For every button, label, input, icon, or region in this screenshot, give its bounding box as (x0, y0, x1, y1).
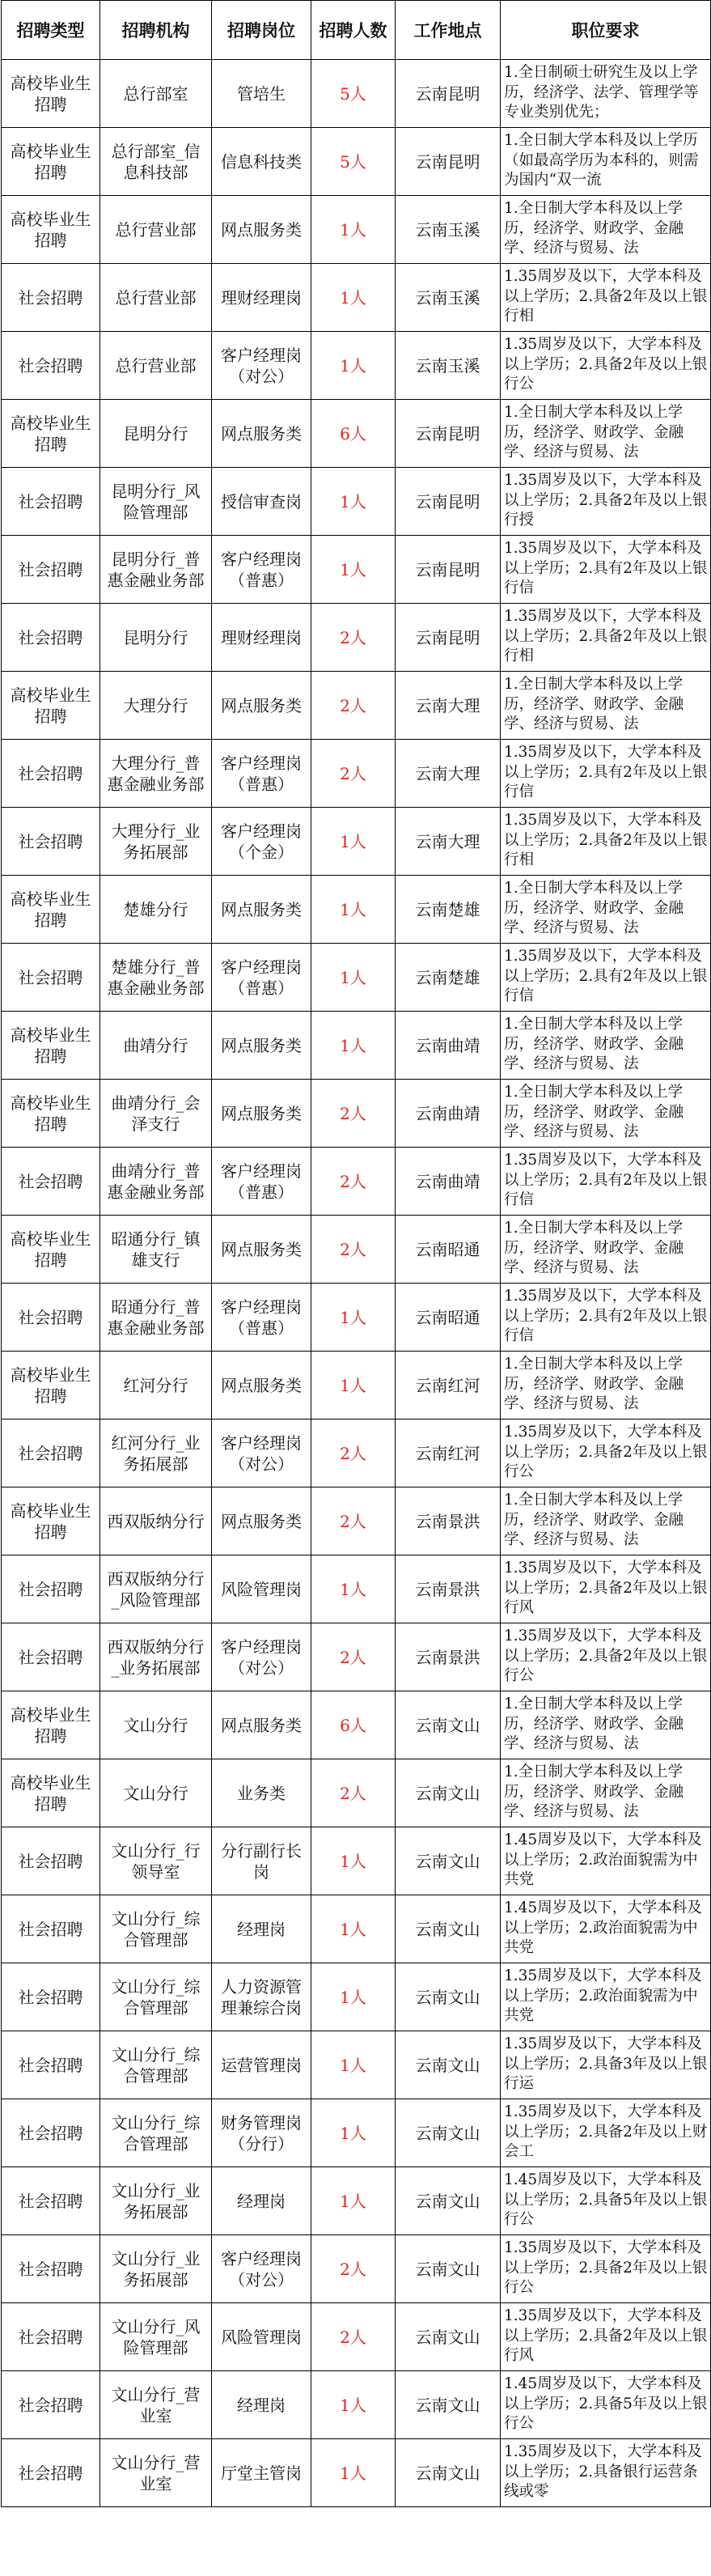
cell-recruit-org: 文山分行_风险管理部 (100, 2303, 212, 2371)
job-requirements-text: 1.全日制大学本科及以上学历，经济学、财政学、金融学、经济与贸易、法 (504, 676, 684, 732)
table-row (2, 2439, 711, 2507)
cell-recruit-post: 网点服务类 (212, 1012, 311, 1080)
cell-recruit-type: 社会招聘 (2, 1827, 100, 1895)
cell-recruit-post: 厅堂主管岗 (212, 2439, 311, 2507)
cell-recruit-count: 1人 (311, 876, 396, 944)
cell-recruit-type: 社会招聘 (2, 1555, 100, 1623)
cell-work-location: 云南昆明 (396, 468, 501, 536)
cell-recruit-type: 高校毕业生招聘 (2, 60, 100, 128)
cell-recruit-post: 理财经理岗 (212, 604, 311, 672)
cell-recruit-type: 社会招聘 (2, 1420, 100, 1487)
cell-work-location: 云南红河 (396, 1352, 501, 1420)
cell-recruit-type: 高校毕业生招聘 (2, 400, 100, 468)
cell-recruit-type: 高校毕业生招聘 (2, 128, 100, 196)
table-row (2, 400, 711, 468)
cell-job-requirements (501, 1487, 711, 1555)
cell-work-location: 云南文山 (396, 2031, 501, 2099)
table-row (2, 128, 711, 196)
cell-job-requirements (501, 1216, 711, 1284)
cell-job-requirements (501, 1080, 711, 1148)
job-requirements-text: 1.35周岁及以下，大学本科及以上学历；2.具备2年及以上银行公 (504, 1628, 708, 1684)
cell-recruit-count: 6人 (311, 400, 396, 468)
cell-recruit-type: 高校毕业生招聘 (2, 196, 100, 264)
cell-recruit-type: 社会招聘 (2, 2031, 100, 2099)
cell-recruit-org: 总行营业部 (100, 332, 212, 400)
cell-work-location: 云南景洪 (396, 1555, 501, 1623)
table-row (2, 536, 711, 604)
cell-recruit-post: 网点服务类 (212, 196, 311, 264)
header-job-requirements: 职位要求 (501, 1, 711, 60)
cell-recruit-type: 高校毕业生招聘 (2, 1080, 100, 1148)
job-requirements-text: 1.35周岁及以下，大学本科及以上学历；2.具备3年及以上银行运 (504, 2035, 708, 2092)
cell-job-requirements (501, 1148, 711, 1216)
cell-recruit-org: 昭通分行_镇雄支行 (100, 1216, 212, 1284)
table-row (2, 1148, 711, 1216)
job-requirements-text: 1.全日制硕士研究生及以上学历，经济学、法学、管理学等专业类别优先； (504, 64, 699, 121)
job-requirements-text: 1.35周岁及以下，大学本科及以上学历；2.具备2年及以上银行相 (504, 812, 708, 868)
cell-recruit-post: 风险管理岗 (212, 1555, 311, 1623)
cell-recruit-type: 高校毕业生招聘 (2, 672, 100, 740)
cell-job-requirements (501, 2031, 711, 2099)
cell-recruit-org: 红河分行 (100, 1352, 212, 1420)
cell-recruit-post: 网点服务类 (212, 1487, 311, 1555)
cell-job-requirements (501, 1352, 711, 1420)
cell-recruit-org: 曲靖分行_普惠金融业务部 (100, 1148, 212, 1216)
table-row (2, 196, 711, 264)
job-requirements-text: 1.35周岁及以下，大学本科及以上学历；2.具有2年及以上银行信 (504, 1152, 708, 1208)
table-row (2, 1623, 711, 1691)
cell-recruit-post: 经理岗 (212, 2371, 311, 2439)
cell-recruit-post: 客户经理岗（对公） (212, 1420, 311, 1487)
cell-job-requirements (501, 468, 711, 536)
table-row (2, 808, 711, 876)
cell-work-location: 云南文山 (396, 2099, 501, 2167)
cell-recruit-post: 客户经理岗（普惠） (212, 1284, 311, 1352)
cell-recruit-post: 授信审查岗 (212, 468, 311, 536)
table-row (2, 1487, 711, 1555)
cell-recruit-type: 社会招聘 (2, 604, 100, 672)
job-requirements-text: 1.35周岁及以下，大学本科及以上学历；2.具有2年及以上银行信 (504, 540, 708, 596)
cell-recruit-type: 高校毕业生招聘 (2, 1487, 100, 1555)
cell-work-location: 云南文山 (396, 2167, 501, 2235)
cell-recruit-post: 客户经理岗（普惠） (212, 536, 311, 604)
job-requirements-text: 1.全日制大学本科及以上学历，经济学、财政学、金融学、经济与贸易、法 (504, 1084, 684, 1140)
table-row (2, 264, 711, 332)
cell-recruit-count: 1人 (311, 264, 396, 332)
cell-recruit-type: 高校毕业生招聘 (2, 876, 100, 944)
cell-recruit-count: 2人 (311, 740, 396, 808)
cell-recruit-type: 高校毕业生招聘 (2, 1352, 100, 1420)
cell-recruit-type: 社会招聘 (2, 2235, 100, 2303)
cell-recruit-org: 总行营业部 (100, 196, 212, 264)
cell-work-location: 云南曲靖 (396, 1012, 501, 1080)
table-row (2, 2371, 711, 2439)
cell-recruit-org: 文山分行_营业室 (100, 2371, 212, 2439)
cell-recruit-type: 社会招聘 (2, 1284, 100, 1352)
cell-recruit-count: 1人 (311, 1352, 396, 1420)
cell-work-location: 云南文山 (396, 2371, 501, 2439)
cell-recruit-count: 2人 (311, 2235, 396, 2303)
table-row (2, 2303, 711, 2371)
recruitment-table (1, 0, 711, 2507)
cell-recruit-post: 网点服务类 (212, 1216, 311, 1284)
table-row (2, 740, 711, 808)
table-header-row (2, 1, 711, 60)
cell-work-location: 云南昆明 (396, 400, 501, 468)
cell-recruit-type: 社会招聘 (2, 1895, 100, 1963)
cell-recruit-type: 社会招聘 (2, 740, 100, 808)
cell-job-requirements (501, 2303, 711, 2371)
cell-recruit-post: 客户经理岗（普惠） (212, 740, 311, 808)
cell-recruit-org: 昆明分行 (100, 400, 212, 468)
cell-recruit-post: 客户经理岗（个金） (212, 808, 311, 876)
job-requirements-text: 1.全日制大学本科及以上学历（如最高学历为本科的，则需为国内“双一流 (504, 132, 699, 189)
cell-recruit-org: 曲靖分行 (100, 1012, 212, 1080)
cell-job-requirements (501, 604, 711, 672)
table-row (2, 468, 711, 536)
cell-recruit-count: 5人 (311, 128, 396, 196)
cell-recruit-count: 1人 (311, 2031, 396, 2099)
cell-recruit-count: 5人 (311, 60, 396, 128)
cell-recruit-count: 1人 (311, 1555, 396, 1623)
cell-job-requirements (501, 2099, 711, 2167)
cell-recruit-org: 昆明分行_普惠金融业务部 (100, 536, 212, 604)
cell-job-requirements (501, 2167, 711, 2235)
table-row (2, 1759, 711, 1827)
table-row (2, 1963, 711, 2031)
cell-recruit-count: 2人 (311, 2303, 396, 2371)
cell-recruit-count: 6人 (311, 1691, 396, 1759)
cell-work-location: 云南景洪 (396, 1623, 501, 1691)
cell-job-requirements (501, 264, 711, 332)
cell-recruit-count: 1人 (311, 2099, 396, 2167)
table-row (2, 1216, 711, 1284)
cell-recruit-type: 社会招聘 (2, 2167, 100, 2235)
cell-recruit-org: 西双版纳分行_风险管理部 (100, 1555, 212, 1623)
table-row (2, 604, 711, 672)
cell-work-location: 云南昆明 (396, 604, 501, 672)
cell-recruit-post: 运营管理岗 (212, 2031, 311, 2099)
cell-recruit-post: 客户经理岗（普惠） (212, 1148, 311, 1216)
cell-recruit-type: 社会招聘 (2, 2439, 100, 2507)
cell-recruit-type: 社会招聘 (2, 1148, 100, 1216)
cell-work-location: 云南大理 (396, 808, 501, 876)
job-requirements-text: 1.35周岁及以下，大学本科及以上学历；2.具有2年及以上银行信 (504, 1288, 708, 1344)
job-requirements-text: 1.35周岁及以下，大学本科及以上学历；2.具有2年及以上银行信 (504, 948, 708, 1004)
cell-job-requirements (501, 332, 711, 400)
cell-recruit-org: 文山分行_综合管理部 (100, 1895, 212, 1963)
cell-recruit-post: 网点服务类 (212, 876, 311, 944)
job-requirements-text: 1.35周岁及以下，大学本科及以上学历；2.具备2年及以上银行风 (504, 2307, 708, 2364)
cell-recruit-org: 曲靖分行_会泽支行 (100, 1080, 212, 1148)
cell-recruit-post: 分行副行长岗 (212, 1827, 311, 1895)
cell-recruit-org: 楚雄分行 (100, 876, 212, 944)
job-requirements-text: 1.35周岁及以下，大学本科及以上学历；2.具备2年及以上银行风 (504, 1560, 708, 1616)
job-requirements-text: 1.35周岁及以下，大学本科及以上学历；2.具备2年及以上银行公 (504, 336, 708, 393)
cell-recruit-org: 楚雄分行_普惠金融业务部 (100, 944, 212, 1012)
cell-job-requirements (501, 1012, 711, 1080)
table-row (2, 2235, 711, 2303)
cell-recruit-post: 客户经理岗（对公） (212, 332, 311, 400)
cell-recruit-org: 西双版纳分行_业务拓展部 (100, 1623, 212, 1691)
cell-work-location: 云南玉溪 (396, 196, 501, 264)
cell-recruit-post: 网点服务类 (212, 672, 311, 740)
job-requirements-text: 1.35周岁及以下，大学本科及以上学历；2.具备2年及以上银行相 (504, 608, 708, 664)
table-row (2, 876, 711, 944)
cell-recruit-post: 经理岗 (212, 1895, 311, 1963)
job-requirements-text: 1.全日制大学本科及以上学历，经济学、财政学、金融学、经济与贸易、法 (504, 200, 684, 257)
cell-recruit-type: 社会招聘 (2, 2099, 100, 2167)
cell-recruit-count: 1人 (311, 1827, 396, 1895)
cell-job-requirements (501, 1623, 711, 1691)
cell-recruit-count: 2人 (311, 1420, 396, 1487)
cell-recruit-count: 2人 (311, 1216, 396, 1284)
cell-job-requirements (501, 1895, 711, 1963)
cell-work-location: 云南昭通 (396, 1216, 501, 1284)
cell-work-location: 云南文山 (396, 2439, 501, 2507)
job-requirements-text: 1.35周岁及以下，大学本科及以上学历；2.具备2年及以上财会工 (504, 2103, 708, 2160)
cell-recruit-post: 网点服务类 (212, 1352, 311, 1420)
cell-recruit-org: 文山分行 (100, 1759, 212, 1827)
cell-job-requirements (501, 1759, 711, 1827)
cell-recruit-type: 社会招聘 (2, 808, 100, 876)
cell-recruit-org: 西双版纳分行 (100, 1487, 212, 1555)
cell-recruit-post: 经理岗 (212, 2167, 311, 2235)
cell-recruit-count: 2人 (311, 1623, 396, 1691)
cell-work-location: 云南曲靖 (396, 1148, 501, 1216)
cell-job-requirements (501, 944, 711, 1012)
cell-recruit-org: 文山分行_业务拓展部 (100, 2235, 212, 2303)
cell-job-requirements (501, 1284, 711, 1352)
cell-work-location: 云南文山 (396, 1895, 501, 1963)
cell-recruit-count: 2人 (311, 1080, 396, 1148)
job-requirements-text: 1.全日制大学本科及以上学历，经济学、财政学、金融学、经济与贸易、法 (504, 1356, 684, 1412)
cell-recruit-org: 总行部室 (100, 60, 212, 128)
header-recruit-count: 招聘人数 (311, 1, 396, 60)
cell-recruit-type: 社会招聘 (2, 1963, 100, 2031)
cell-work-location: 云南大理 (396, 740, 501, 808)
header-recruit-type: 招聘类型 (2, 1, 100, 60)
table-row (2, 1352, 711, 1420)
cell-recruit-post: 财务管理岗（分行） (212, 2099, 311, 2167)
cell-recruit-org: 总行部室_信息科技部 (100, 128, 212, 196)
cell-recruit-org: 文山分行_营业室 (100, 2439, 212, 2507)
cell-job-requirements (501, 2235, 711, 2303)
table-row (2, 1080, 711, 1148)
table-row (2, 60, 711, 128)
cell-recruit-org: 红河分行_业务拓展部 (100, 1420, 212, 1487)
job-requirements-text: 1.35周岁及以下，大学本科及以上学历；2.具备2年及以上银行公 (504, 1424, 708, 1480)
cell-job-requirements (501, 2439, 711, 2507)
job-requirements-text: 1.35周岁及以下，大学本科及以上学历；2.具备银行运营条线或零 (504, 2443, 702, 2500)
cell-work-location: 云南昭通 (396, 1284, 501, 1352)
cell-job-requirements (501, 1827, 711, 1895)
cell-recruit-type: 高校毕业生招聘 (2, 1691, 100, 1759)
table-row (2, 944, 711, 1012)
cell-recruit-count: 1人 (311, 332, 396, 400)
cell-recruit-type: 社会招聘 (2, 2303, 100, 2371)
cell-work-location: 云南昆明 (396, 536, 501, 604)
cell-recruit-org: 大理分行_业务拓展部 (100, 808, 212, 876)
cell-recruit-post: 客户经理岗（对公） (212, 1623, 311, 1691)
cell-recruit-post: 网点服务类 (212, 1080, 311, 1148)
table-row (2, 1012, 711, 1080)
cell-recruit-type: 社会招聘 (2, 332, 100, 400)
cell-recruit-count: 2人 (311, 1759, 396, 1827)
cell-job-requirements (501, 400, 711, 468)
cell-recruit-org: 文山分行_综合管理部 (100, 2099, 212, 2167)
cell-recruit-count: 1人 (311, 536, 396, 604)
header-work-location: 工作地点 (396, 1, 501, 60)
cell-recruit-post: 客户经理岗（对公） (212, 2235, 311, 2303)
cell-job-requirements (501, 128, 711, 196)
job-requirements-text: 1.45周岁及以下，大学本科及以上学历；2.具备5年及以上银行公 (504, 2375, 708, 2432)
job-requirements-text: 1.45周岁及以下，大学本科及以上学历；2.政治面貌需为中共党 (504, 1899, 702, 1956)
cell-recruit-count: 2人 (311, 1487, 396, 1555)
job-requirements-text: 1.35周岁及以下，大学本科及以上学历；2.政治面貌需为中共党 (504, 1967, 702, 2024)
cell-recruit-count: 1人 (311, 2371, 396, 2439)
table-row (2, 1827, 711, 1895)
cell-recruit-count: 1人 (311, 468, 396, 536)
cell-work-location: 云南楚雄 (396, 944, 501, 1012)
cell-work-location: 云南文山 (396, 2235, 501, 2303)
cell-recruit-post: 网点服务类 (212, 1691, 311, 1759)
table-row (2, 2031, 711, 2099)
cell-recruit-count: 1人 (311, 1895, 396, 1963)
job-requirements-text: 1.全日制大学本科及以上学历，经济学、财政学、金融学、经济与贸易、法 (504, 1016, 684, 1072)
job-requirements-text: 1.全日制大学本科及以上学历，经济学、财政学、金融学、经济与贸易、法 (504, 1763, 684, 1820)
cell-work-location: 云南文山 (396, 1827, 501, 1895)
cell-job-requirements (501, 2371, 711, 2439)
cell-recruit-post: 理财经理岗 (212, 264, 311, 332)
header-recruit-post: 招聘岗位 (212, 1, 311, 60)
table-row (2, 1895, 711, 1963)
cell-recruit-type: 社会招聘 (2, 264, 100, 332)
cell-recruit-count: 1人 (311, 196, 396, 264)
cell-work-location: 云南玉溪 (396, 264, 501, 332)
cell-recruit-post: 客户经理岗（普惠） (212, 944, 311, 1012)
cell-recruit-org: 文山分行_综合管理部 (100, 2031, 212, 2099)
cell-work-location: 云南曲靖 (396, 1080, 501, 1148)
cell-recruit-type: 高校毕业生招聘 (2, 1012, 100, 1080)
job-requirements-text: 1.全日制大学本科及以上学历，经济学、财政学、金融学、经济与贸易、法 (504, 880, 684, 936)
cell-work-location: 云南红河 (396, 1420, 501, 1487)
job-requirements-text: 1.35周岁及以下，大学本科及以上学历；2.具备2年及以上银行相 (504, 268, 708, 325)
job-requirements-text: 1.45周岁及以下，大学本科及以上学历；2.具备5年及以上银行公 (504, 2171, 708, 2228)
job-requirements-text: 1.35周岁及以下，大学本科及以上学历；2.具有2年及以上银行信 (504, 744, 708, 800)
cell-recruit-org: 文山分行_综合管理部 (100, 1963, 212, 2031)
cell-work-location: 云南楚雄 (396, 876, 501, 944)
cell-recruit-org: 昭通分行_普惠金融业务部 (100, 1284, 212, 1352)
cell-job-requirements (501, 740, 711, 808)
cell-recruit-org: 昆明分行 (100, 604, 212, 672)
cell-recruit-count: 1人 (311, 1284, 396, 1352)
table-row (2, 1555, 711, 1623)
job-requirements-text: 1.全日制大学本科及以上学历，经济学、财政学、金融学、经济与贸易、法 (504, 1695, 684, 1752)
cell-recruit-post: 业务类 (212, 1759, 311, 1827)
cell-recruit-count: 1人 (311, 944, 396, 1012)
cell-work-location: 云南文山 (396, 2303, 501, 2371)
cell-recruit-count: 1人 (311, 1012, 396, 1080)
cell-recruit-post: 信息科技类 (212, 128, 311, 196)
table-row (2, 2099, 711, 2167)
job-requirements-text: 1.45周岁及以下，大学本科及以上学历；2.政治面貌需为中共党 (504, 1831, 702, 1888)
cell-job-requirements (501, 1420, 711, 1487)
cell-work-location: 云南文山 (396, 1759, 501, 1827)
cell-recruit-org: 大理分行 (100, 672, 212, 740)
cell-work-location: 云南大理 (396, 672, 501, 740)
cell-recruit-type: 社会招聘 (2, 536, 100, 604)
table-row (2, 2167, 711, 2235)
cell-work-location: 云南玉溪 (396, 332, 501, 400)
table-row (2, 1420, 711, 1487)
cell-job-requirements (501, 1691, 711, 1759)
cell-recruit-count: 1人 (311, 2439, 396, 2507)
cell-job-requirements (501, 536, 711, 604)
cell-job-requirements (501, 672, 711, 740)
cell-recruit-count: 1人 (311, 808, 396, 876)
cell-recruit-org: 大理分行_普惠金融业务部 (100, 740, 212, 808)
cell-work-location: 云南文山 (396, 1963, 501, 2031)
table-body (2, 60, 711, 2507)
cell-work-location: 云南昆明 (396, 60, 501, 128)
cell-recruit-post: 人力资源管理兼综合岗 (212, 1963, 311, 2031)
cell-job-requirements (501, 1963, 711, 2031)
job-requirements-text: 1.全日制大学本科及以上学历，经济学、财政学、金融学、经济与贸易、法 (504, 1220, 684, 1276)
cell-recruit-count: 2人 (311, 672, 396, 740)
table-row (2, 332, 711, 400)
job-requirements-text: 1.全日制大学本科及以上学历，经济学、财政学、金融学、经济与贸易、法 (504, 404, 684, 460)
cell-recruit-count: 1人 (311, 1963, 396, 2031)
cell-recruit-type: 社会招聘 (2, 2371, 100, 2439)
cell-work-location: 云南文山 (396, 1691, 501, 1759)
cell-recruit-post: 管培生 (212, 60, 311, 128)
cell-recruit-count: 2人 (311, 604, 396, 672)
cell-recruit-type: 高校毕业生招聘 (2, 1216, 100, 1284)
cell-job-requirements (501, 60, 711, 128)
header-recruit-org: 招聘机构 (100, 1, 212, 60)
cell-job-requirements (501, 808, 711, 876)
cell-work-location: 云南昆明 (396, 128, 501, 196)
cell-recruit-type: 社会招聘 (2, 944, 100, 1012)
cell-job-requirements (501, 1555, 711, 1623)
cell-recruit-org: 文山分行_行领导室 (100, 1827, 212, 1895)
table-row (2, 1284, 711, 1352)
cell-job-requirements (501, 196, 711, 264)
cell-recruit-type: 社会招聘 (2, 1623, 100, 1691)
table-row (2, 672, 711, 740)
cell-recruit-post: 网点服务类 (212, 400, 311, 468)
cell-recruit-org: 昆明分行_风险管理部 (100, 468, 212, 536)
job-requirements-text: 1.35周岁及以下，大学本科及以上学历；2.具备2年及以上银行授 (504, 472, 708, 528)
cell-recruit-org: 总行营业部 (100, 264, 212, 332)
cell-recruit-org: 文山分行 (100, 1691, 212, 1759)
job-requirements-text: 1.35周岁及以下，大学本科及以上学历；2.具备2年及以上银行公 (504, 2239, 708, 2296)
cell-job-requirements (501, 876, 711, 944)
cell-recruit-post: 风险管理岗 (212, 2303, 311, 2371)
cell-recruit-count: 1人 (311, 2167, 396, 2235)
job-requirements-text: 1.全日制大学本科及以上学历，经济学、财政学、金融学、经济与贸易、法 (504, 1492, 684, 1548)
table-row (2, 1691, 711, 1759)
cell-recruit-count: 2人 (311, 1148, 396, 1216)
cell-recruit-type: 高校毕业生招聘 (2, 1759, 100, 1827)
cell-recruit-org: 文山分行_业务拓展部 (100, 2167, 212, 2235)
cell-work-location: 云南景洪 (396, 1487, 501, 1555)
cell-recruit-type: 社会招聘 (2, 468, 100, 536)
